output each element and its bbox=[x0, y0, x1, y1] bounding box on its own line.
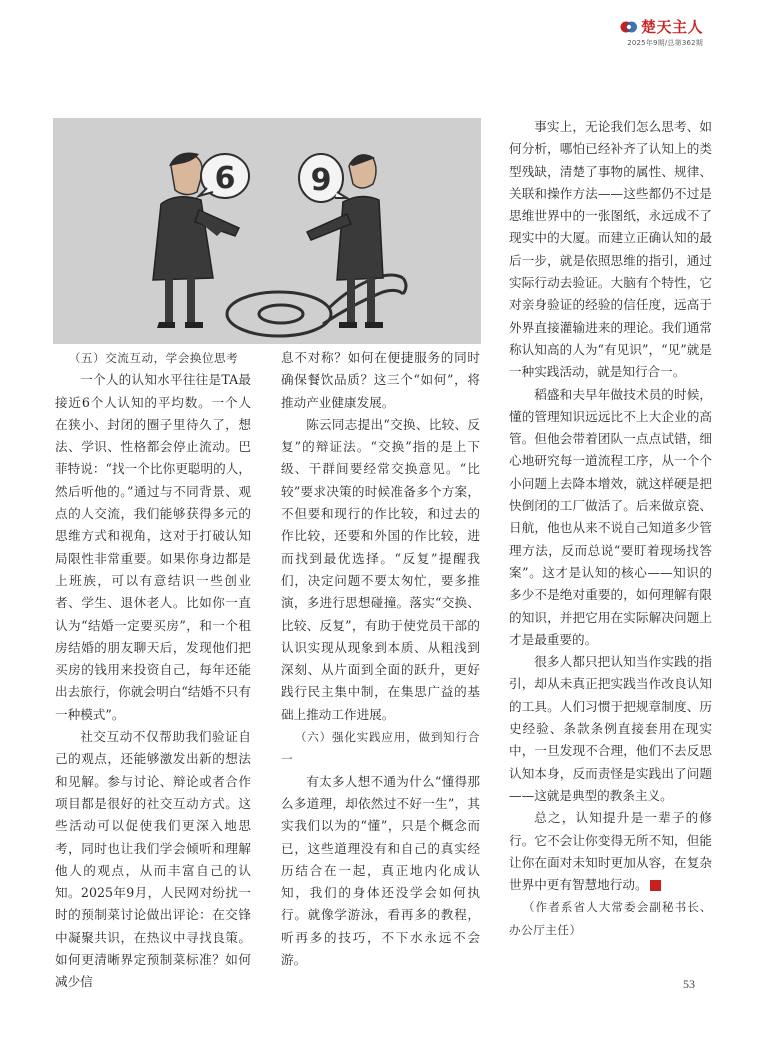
author-note: （作者系省人大常委会副秘书长、办公厅主任） bbox=[509, 900, 712, 937]
magazine-header bbox=[620, 16, 703, 48]
paragraph: 事实上，无论我们怎么思考、如何分析，哪怕已经补齐了认知上的类型残缺，清楚了事物的属性、规律、关联和操作方法——这些都仍不过是思维世界中的一张图纸，永远成不了现实中的大厦。而建立正确认知的最后一步，就是依照思维的指引，通过实际行动去验证。大脑有个特性，它对亲身验证的经验的信任度，远高于外界直接灌输进来的理论。我们通常称认知高的人为“有见识”，“见”就是一种实践活动，就是知行合一。 bbox=[509, 119, 712, 380]
text-column-2 bbox=[281, 347, 480, 971]
paragraph: 稻盛和夫早年做技术员的时候，懂的管理知识远远比不上大企业的高管。但他会带着团队一点点试错，细心地研究每一道流程工序，从一个个小问题上去降本增效，就这样硬是把快倒闭的工厂做活了。后来做京瓷、日航，他也从来不说自己知道多少管理方法，反而总说“要盯着现场找答案”。这才是认知的核心——知识的多少不是绝对重要的，如何理解有限的知识，并把它用在实际解决问题上才是最重要的。 bbox=[509, 386, 712, 647]
paragraph: 很多人都只把认知当作实践的指引，却从未真正把实践当作改良认知的工具。人们习惯于把规章制度、历史经验、条款条例直接套用在现实中，一旦发现不合理，他们不去反思认知本身，反而责怪是实践出了问题——这就是典型的教条主义。 bbox=[509, 654, 712, 803]
paragraph: 一个人的认知水平往往是TA最接近6个人认知的平均数。一个人在狭小、封闭的圈子里待久了，想法、学识、性格都会停止流动。巴菲特说：“找一个比你更聪明的人，然后听他的。”通过与不同背景、观点的人交流，我们能够获得多元的思维方式和视角，这对于打破认知局限性非常重要。如果你身边都是上班族，可以有意结识一些创业者、学生、退休老人。比如你一直认为“结婚一定要买房”，和一个租房结婚的朋友聊天后，发现他们把买房的钱用来投资自己，每年还能出去旅行，你就会明白“结婚不只有一种模式”。 bbox=[55, 372, 251, 722]
illustration bbox=[53, 118, 481, 344]
text-column-1 bbox=[55, 347, 251, 994]
closing-text: 总之，认知提升是一辈子的修行。它不会让你变得无所不知，但能让你在面对未知时更加从容，在复杂世界中更有智慧地行动。 bbox=[509, 810, 712, 893]
section-heading-5: （五）交流互动，学会换位思考 bbox=[68, 351, 239, 365]
paragraph: 社交互动不仅帮助我们验证自己的观点，还能够激发出新的想法和见解。参与讨论、辩论或者合作项目都是很好的社交互动方式。这些活动可以促使我们更深入地思考，同时也让我们学会倾听和理解他人的观点，从而丰富自己的认知。2025年9月，人民网对纷扰一时的预制菜讨论做出评论：在交锋中凝聚共识，在热议中寻找良策。如何更清晰界定预制菜标准？如何减少信 bbox=[55, 729, 251, 990]
paragraph: 有太多人想不通为什么“懂得那么多道理，却依然过不好一生”，其实我们以为的“懂”，只是个概念而已，这些道理没有和自己的真实经历结合在一起，真正地内化成认知，我们的身体还没学会如何执行。就像学游泳，看再多的教程，听再多的技巧，不下水永远不会游。 bbox=[281, 773, 480, 968]
brand bbox=[620, 16, 703, 37]
page-number: 53 bbox=[683, 977, 695, 991]
issue-number: 2025年9期/总第362期 bbox=[627, 39, 703, 47]
magazine-logo-icon bbox=[620, 20, 638, 34]
left-bubble-number: 6 bbox=[214, 161, 236, 196]
right-bubble-number: 9 bbox=[310, 163, 332, 198]
section-heading-6: （六）强化实践应用，做到知行合一 bbox=[281, 730, 480, 767]
right-speech-bubble bbox=[299, 154, 347, 202]
magazine-name: 楚天主人 bbox=[640, 18, 703, 36]
paragraph: 息不对称？如何在便捷服务的同时确保餐饮品质？这三个“如何”，将推动产业健康发展。 bbox=[281, 350, 480, 410]
paragraph: 陈云同志提出“交换、比较、反复”的辩证法。“交换”指的是上下级、干群间要经常交换意见。“比较”要求决策的时候准备多个方案，不但要和现行的作比较，和过去的作比较，还要和外国的作比较，进而找到最优选择。“反复”提醒我们，决定问题不要太匆忙，要多推演，多进行思想碰撞。落实“交换、比较、反复”，有助于使党员干部的认识实现从现象到本质、从粗浅到深刻、从片面到全面的跃升，更好践行民主集中制，在集思广益的基础上推动工作进展。 bbox=[281, 416, 480, 722]
closing-paragraph bbox=[509, 807, 712, 896]
end-mark-icon: E bbox=[650, 880, 661, 891]
left-speech-bubble bbox=[199, 154, 249, 198]
text-column-3 bbox=[509, 116, 712, 941]
